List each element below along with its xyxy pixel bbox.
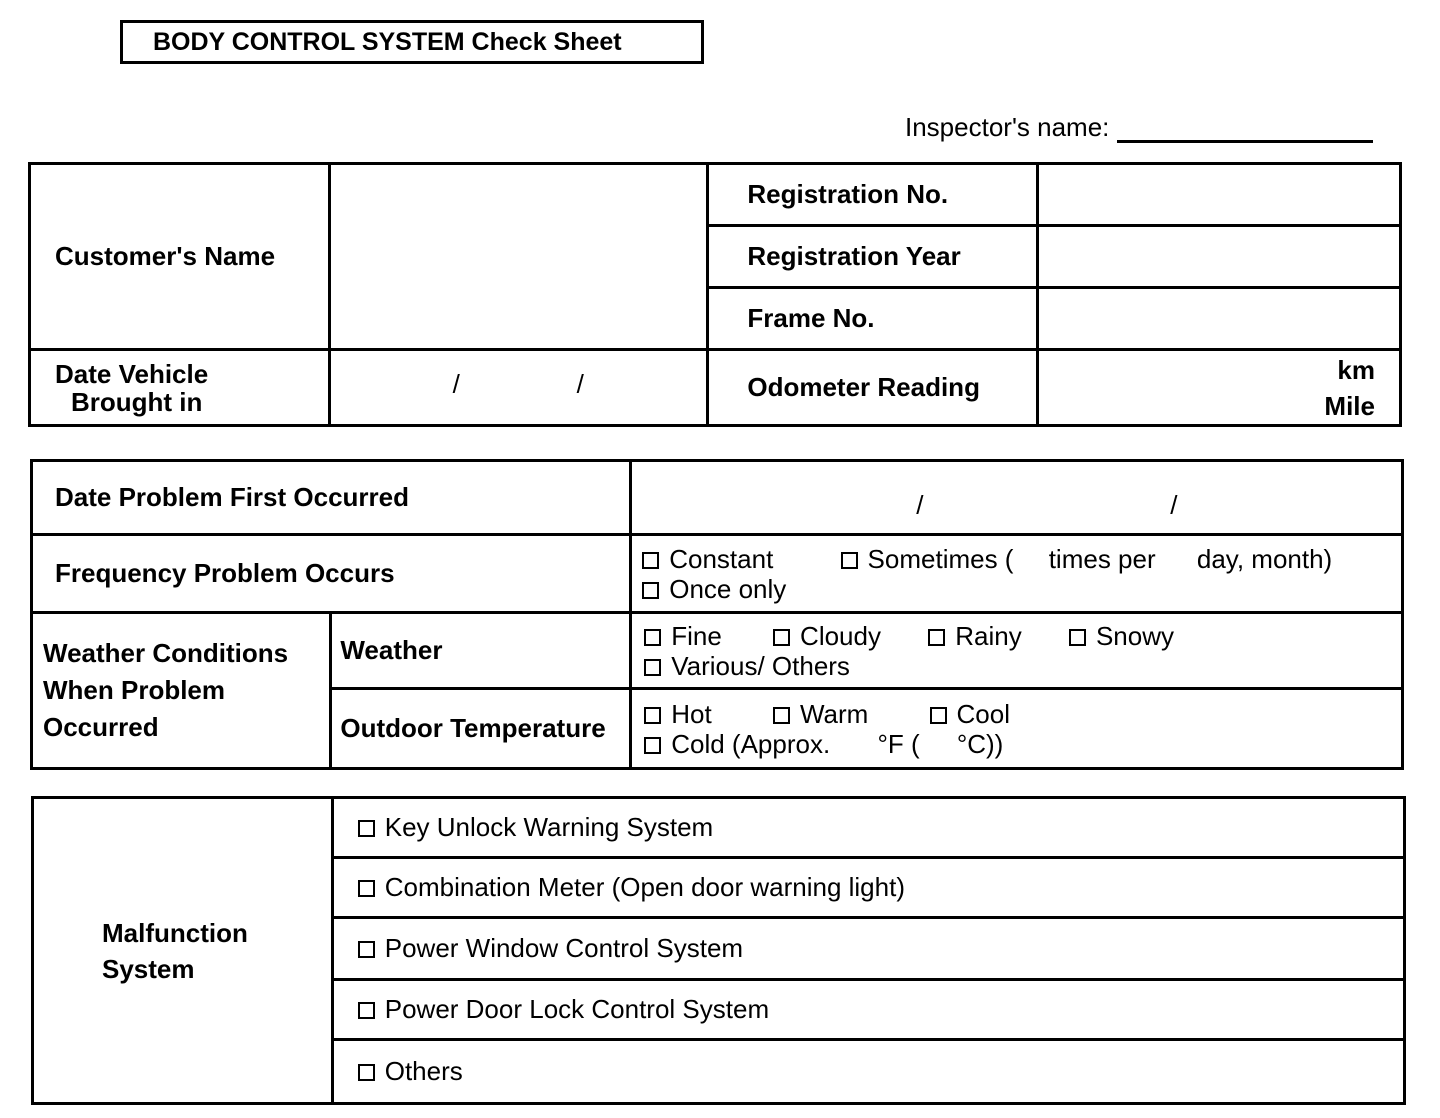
celsius-text: °C)): [956, 728, 1004, 759]
title-text: BODY CONTROL SYSTEM Check Sheet: [153, 27, 622, 56]
unit-mile: Mile: [1324, 390, 1375, 421]
frame-no-label: Frame No.: [708, 288, 1038, 350]
registration-no-input[interactable]: [1037, 164, 1400, 226]
weather-conditions-label: Weather Conditions When Problem Occurred: [32, 613, 331, 769]
checkbox[interactable]: [773, 707, 790, 724]
checkbox[interactable]: [928, 629, 945, 646]
checkbox[interactable]: [358, 1002, 375, 1019]
times-per-text: times per: [1048, 543, 1156, 574]
malfunction-system-table: [31, 796, 1406, 1105]
inspector-field: [905, 112, 1373, 143]
option-rainy[interactable]: Rainy: [928, 621, 1021, 651]
checkbox[interactable]: [644, 737, 661, 754]
option-fine[interactable]: Fine: [644, 621, 722, 651]
checkbox[interactable]: [930, 707, 947, 724]
registration-year-label: Registration Year: [708, 226, 1038, 288]
checkbox[interactable]: [1069, 629, 1086, 646]
malfunction-item[interactable]: Power Door Lock Control System: [332, 980, 1404, 1040]
problem-conditions-table: [30, 459, 1404, 770]
option-various-others[interactable]: Various/ Others: [644, 651, 850, 681]
option-snowy[interactable]: Snowy: [1069, 621, 1174, 651]
odometer-input[interactable]: [1037, 350, 1400, 426]
checkbox[interactable]: [358, 820, 375, 837]
malfunction-item[interactable]: Others: [332, 1040, 1404, 1104]
date-separator: /: [576, 369, 584, 399]
registration-year-input[interactable]: [1037, 226, 1400, 288]
checkbox[interactable]: [841, 552, 858, 569]
day-month-text: day, month): [1196, 543, 1333, 574]
checkbox[interactable]: [358, 941, 375, 958]
date-separator: /: [1170, 490, 1178, 520]
weather-label: Weather: [331, 613, 631, 689]
option-sometimes[interactable]: Sometimes (: [841, 544, 1014, 574]
fahrenheit-text: °F (: [877, 728, 920, 759]
option-hot[interactable]: Hot: [644, 699, 711, 729]
option-once-only[interactable]: Once only: [642, 574, 786, 604]
frequency-label: Frequency Problem Occurs: [32, 535, 631, 613]
frame-no-input[interactable]: [1037, 288, 1400, 350]
malfunction-item[interactable]: Combination Meter (Open door warning light): [332, 858, 1404, 918]
inspector-name-input[interactable]: [1117, 114, 1373, 143]
checkbox[interactable]: [358, 1064, 375, 1081]
date-brought-input[interactable]: [329, 350, 708, 426]
date-first-occurred-label: Date Problem First Occurred: [32, 461, 631, 535]
date-brought-label: Date Vehicle Brought in: [30, 350, 330, 426]
odometer-label: Odometer Reading: [708, 350, 1038, 426]
customer-name-label: Customer's Name: [30, 164, 330, 350]
malfunction-item[interactable]: Key Unlock Warning System: [332, 798, 1404, 858]
date-first-occurred-input[interactable]: [631, 461, 1403, 535]
checkbox[interactable]: [644, 707, 661, 724]
customer-info-table: [28, 162, 1402, 427]
date-separator: /: [452, 369, 460, 399]
inspector-label: Inspector's name:: [905, 112, 1110, 142]
checkbox[interactable]: [773, 629, 790, 646]
temperature-options: [631, 689, 1403, 769]
checkbox[interactable]: [644, 659, 661, 676]
option-cool[interactable]: Cool: [930, 699, 1010, 729]
checkbox[interactable]: [644, 629, 661, 646]
checkbox[interactable]: [642, 582, 659, 599]
option-warm[interactable]: Warm: [773, 699, 868, 729]
option-constant[interactable]: Constant: [642, 544, 773, 574]
page-title: [120, 20, 704, 64]
checkbox[interactable]: [642, 552, 659, 569]
malfunction-item[interactable]: Power Window Control System: [332, 918, 1404, 980]
outdoor-temperature-label: Outdoor Temperature: [331, 689, 631, 769]
unit-km: km: [1337, 354, 1375, 385]
customer-name-input[interactable]: [329, 164, 708, 350]
option-cold[interactable]: Cold (Approx.: [644, 729, 830, 759]
frequency-options: [631, 535, 1403, 613]
date-separator: /: [916, 490, 924, 520]
weather-options: [631, 613, 1403, 689]
checkbox[interactable]: [358, 880, 375, 897]
malfunction-system-label: Malfunction System: [33, 798, 333, 1104]
registration-no-label: Registration No.: [708, 164, 1038, 226]
option-cloudy[interactable]: Cloudy: [773, 621, 881, 651]
